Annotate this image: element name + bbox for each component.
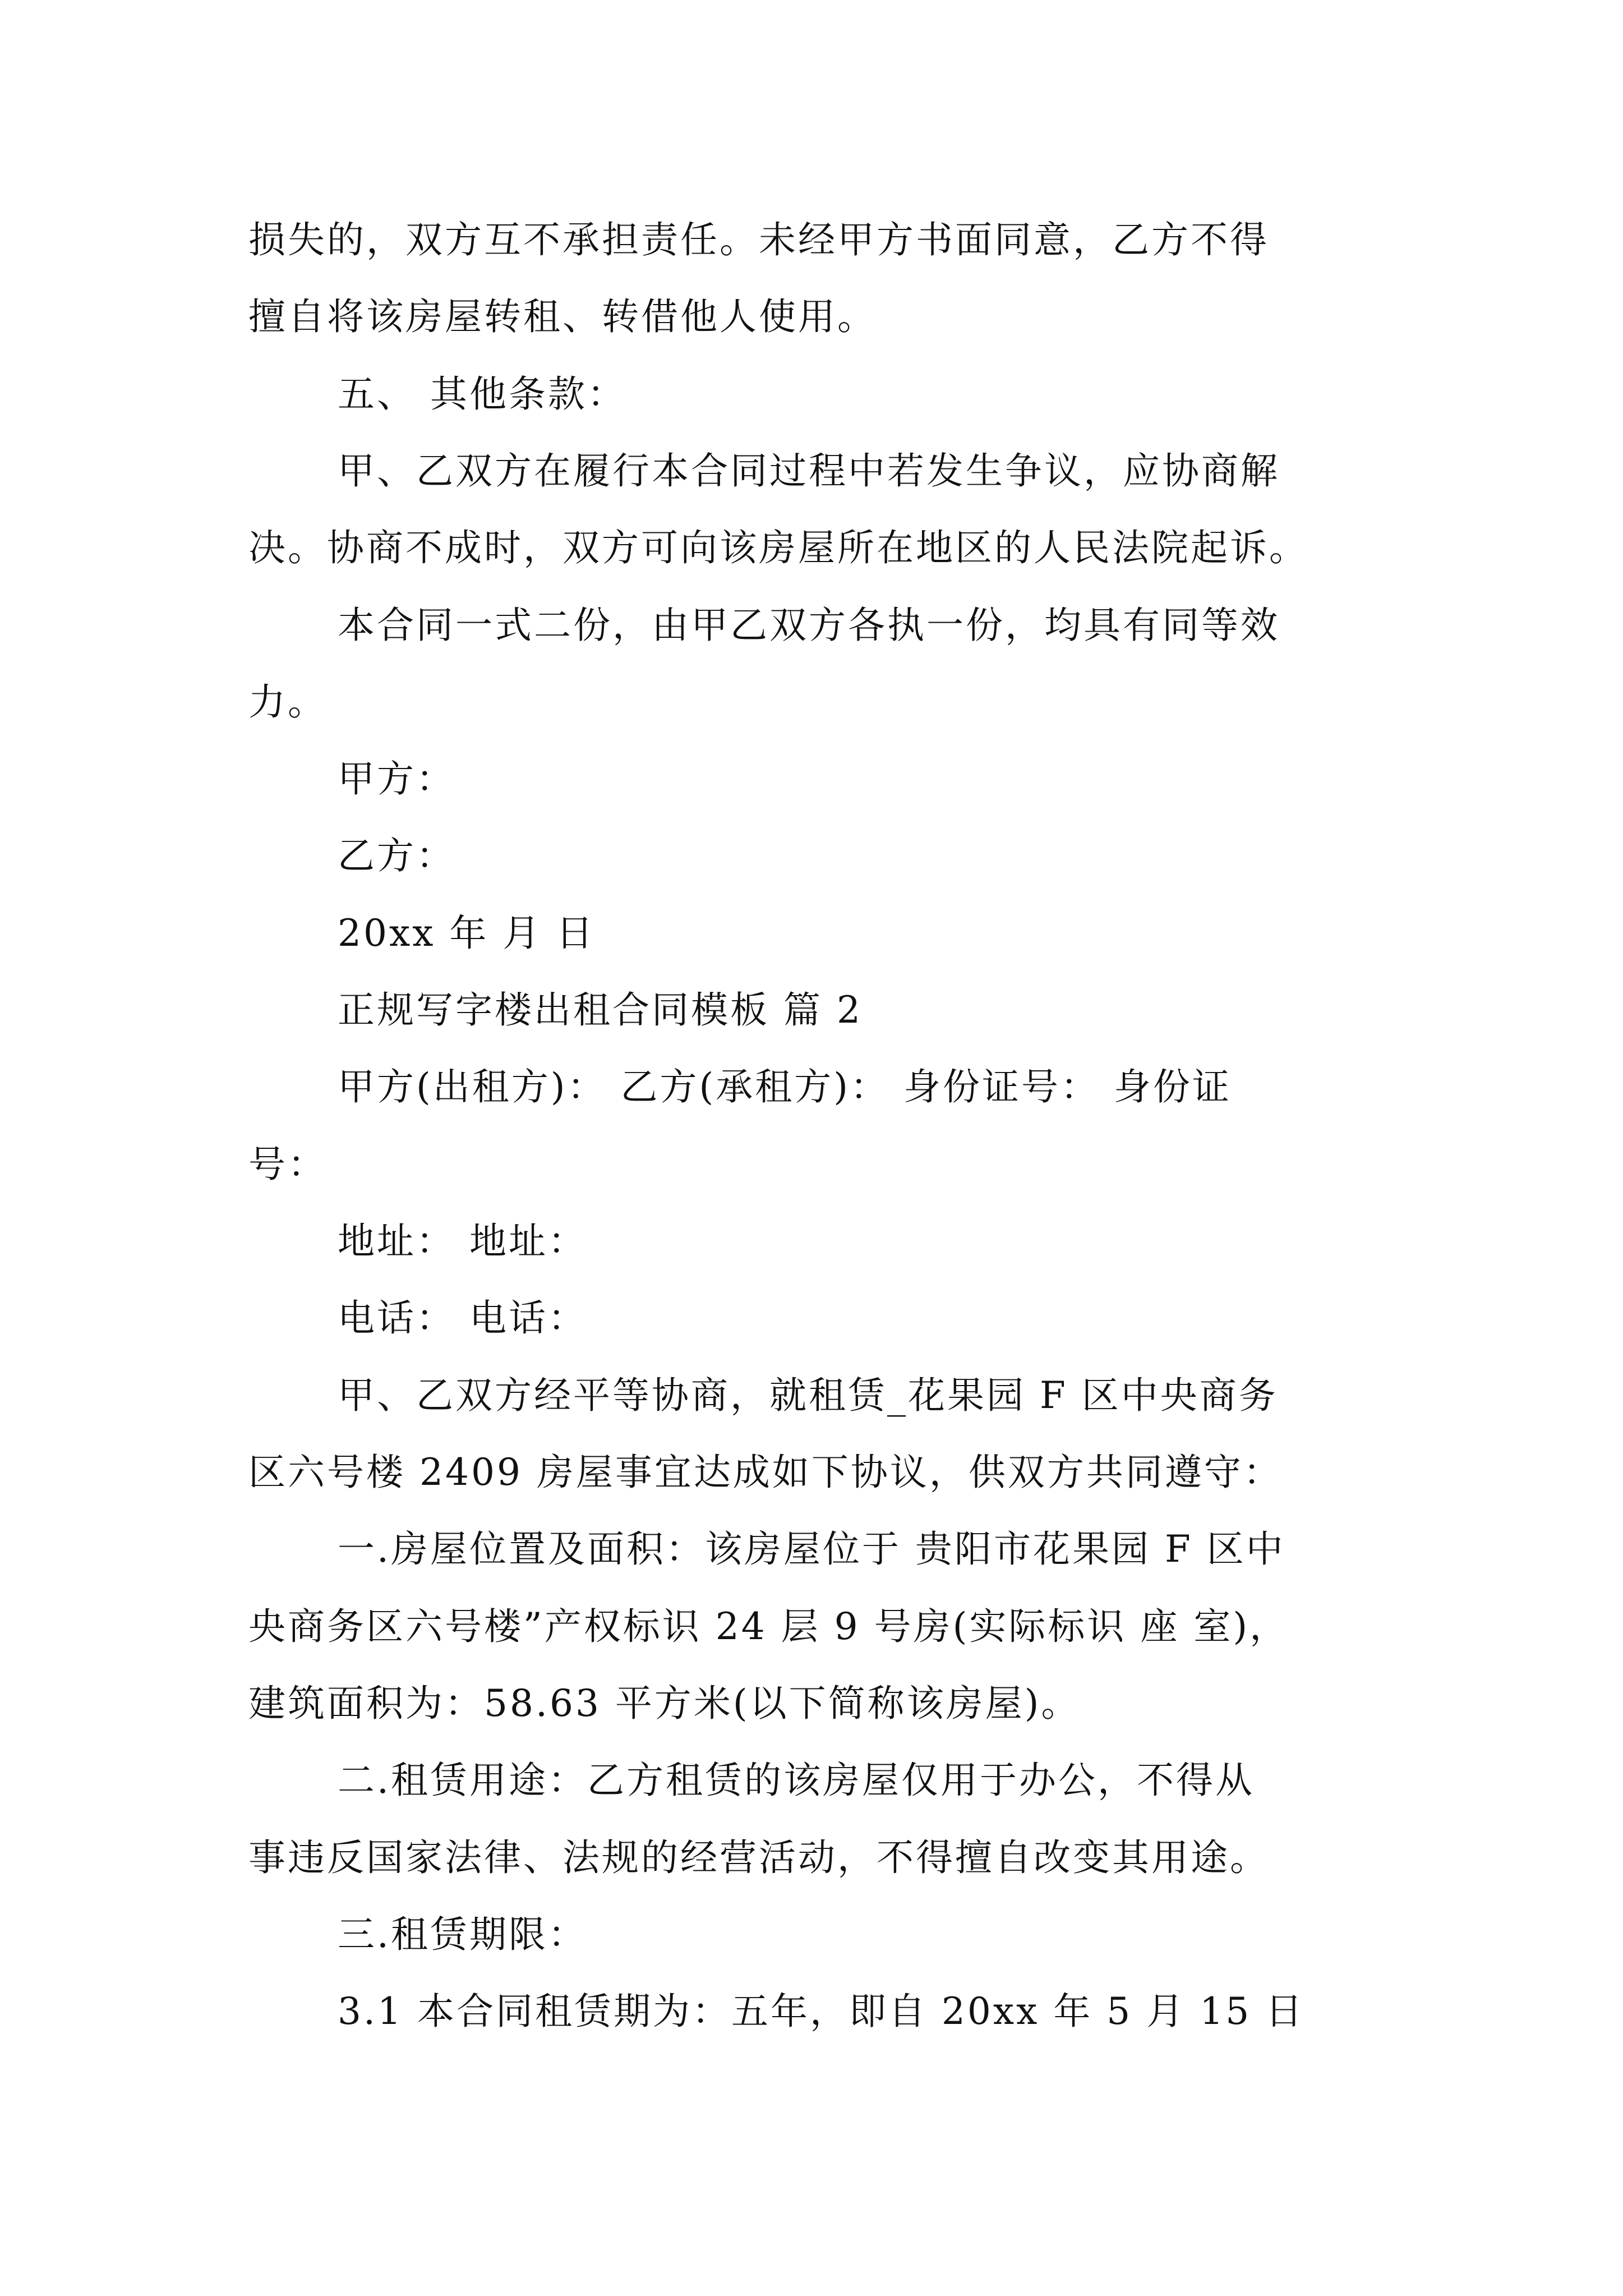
address-line: 地址： 地址： [338, 1220, 587, 1263]
paragraph-line: 一.房屋位置及面积：该房屋位于 贵阳市花果园 F 区中 [338, 1527, 1285, 1571]
paragraph-line: 本合同一式二份，由甲乙双方各执一份，均具有同等效 [338, 604, 1280, 647]
paragraph-line: 决。协商不成时，双方可向该房屋所在地区的人民法院起诉。 [248, 526, 1308, 569]
signature-date: 20xx 年 月 日 [338, 912, 596, 955]
paragraph-line: 建筑面积为：58.63 平方米(以下简称该房屋)。 [248, 1682, 1081, 1725]
paragraph-line: 甲方(出租方)： 乙方(承租方)： 身份证号： 身份证 [338, 1065, 1232, 1108]
paragraph-line: 3.1 本合同租赁期为：五年，即自 20xx 年 5 月 15 日 [338, 1990, 1305, 2033]
section-heading: 五、 其他条款： [338, 372, 626, 416]
paragraph-line: 央商务区六号楼”产权标识 24 层 9 号房(实际标识 座 室)， [248, 1605, 1289, 1648]
paragraph-line: 甲、乙双方在履行本合同过程中若发生争议，应协商解 [338, 449, 1280, 493]
paragraph-line: 事违反国家法律、法规的经营活动，不得擅自改变其用途。 [248, 1836, 1269, 1879]
section-heading: 三.租赁期限： [338, 1913, 587, 1956]
phone-line: 电话： 电话： [338, 1296, 587, 1340]
signature-party-a: 甲方： [338, 757, 455, 800]
paragraph-line: 号： [248, 1143, 327, 1186]
section-title: 正规写字楼出租合同模板 篇 2 [338, 988, 863, 1032]
paragraph-line: 二.租赁用途：乙方租赁的该房屋仅用于办公，不得从 [338, 1759, 1255, 1802]
paragraph-line: 区六号楼 2409 房屋事宜达成如下协议，供双方共同遵守： [248, 1451, 1283, 1494]
signature-party-b: 乙方： [338, 834, 455, 877]
paragraph-line: 力。 [248, 680, 327, 724]
paragraph-line: 损失的，双方互不承担责任。未经甲方书面同意，乙方不得 [248, 218, 1269, 261]
paragraph-line: 擅自将该房屋转租、转借他人使用。 [248, 295, 877, 338]
paragraph-line: 甲、乙双方经平等协商，就租赁_花果园 F 区中央商务 [338, 1374, 1278, 1417]
